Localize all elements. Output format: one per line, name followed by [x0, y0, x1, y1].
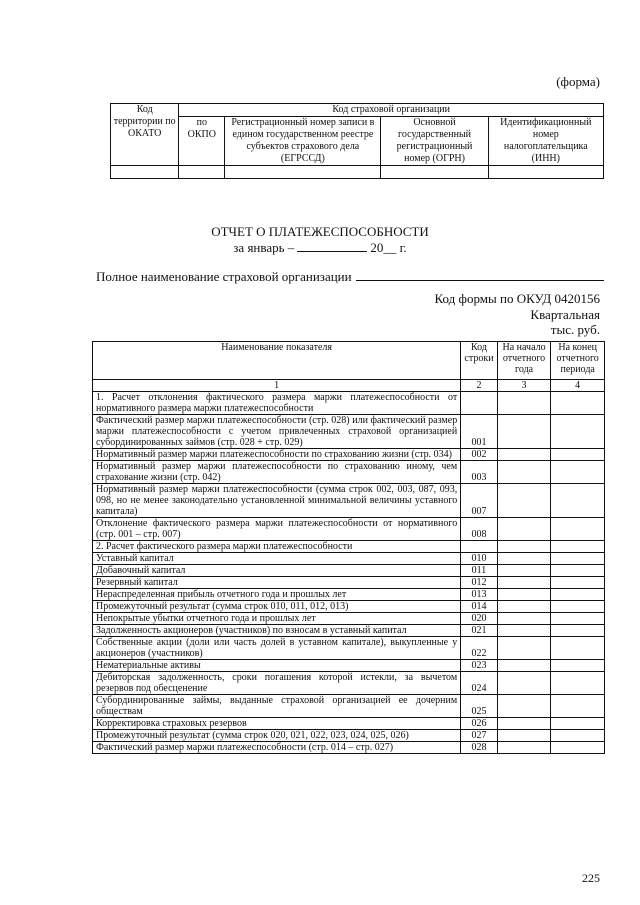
col-number: 3 [497, 380, 551, 392]
org-codes-group-header: Код страховой организации [179, 104, 604, 117]
indicator-name: Непокрытые убытки отчетного года и прошлых лет [93, 613, 461, 625]
value-start-of-year[interactable] [497, 672, 551, 695]
okato-header: Код территории по ОКАТО [111, 104, 179, 166]
table-row [93, 730, 605, 742]
value-start-of-year[interactable] [497, 577, 551, 589]
indicator-name: Фактический размер маржи платежеспособности (стр. 028) или фактический размер маржи платежеспособности с учетом привлеченных страховой организацией субординированных займов (стр. 028 + стр. 029) [93, 415, 461, 449]
row-code: 025 [461, 695, 498, 718]
value-end-of-period[interactable] [551, 518, 605, 541]
value-end-of-period[interactable] [551, 449, 605, 461]
indicator-name: Резервный капитал [93, 577, 461, 589]
table-row [93, 449, 605, 461]
indicator-name: Собственные акции (доли или часть долей в уставном капитале), выкупленные у акционеров (участников) [93, 637, 461, 660]
indicator-name: Корректировка страховых резервов [93, 718, 461, 730]
value-end-of-period[interactable] [551, 718, 605, 730]
value-end-of-period[interactable] [551, 484, 605, 518]
period-month-field[interactable] [297, 241, 367, 252]
value-end-of-period[interactable] [551, 601, 605, 613]
okpo-header: по ОКПО [179, 117, 225, 166]
egrssd-header: Регистрационный номер записи в едином государственном реестре субъектов страхового дела (ЕГРССД) [225, 117, 381, 166]
table-row [93, 672, 605, 695]
units: тыс. руб. [550, 322, 600, 337]
value-end-of-period[interactable] [551, 553, 605, 565]
value-start-of-year[interactable] [497, 742, 551, 754]
indicator-name: Промежуточный результат (сумма строк 010, 011, 012, 013) [93, 601, 461, 613]
value-start-of-year[interactable] [497, 625, 551, 637]
value-end-of-period[interactable] [551, 672, 605, 695]
value-start-of-year[interactable] [497, 484, 551, 518]
table-row [93, 461, 605, 484]
table-row [93, 742, 605, 754]
value-end-of-period[interactable] [551, 415, 605, 449]
header-indicator-name: Наименование показателя [93, 342, 461, 380]
section-title: 1. Расчет отклонения фактического размера маржи платежеспособности от нормативного размера маржи платежеспособности [93, 392, 461, 415]
report-title: ОТЧЕТ О ПЛАТЕЖЕСПОСОБНОСТИ [211, 224, 429, 239]
table-row [93, 637, 605, 660]
value-end-of-period[interactable] [551, 461, 605, 484]
okpo-cell[interactable] [179, 166, 225, 179]
table-row [93, 577, 605, 589]
row-code: 028 [461, 742, 498, 754]
indicator-name: Фактический размер маржи платежеспособности (стр. 014 – стр. 027) [93, 742, 461, 754]
row-code: 001 [461, 415, 498, 449]
table-row [93, 625, 605, 637]
value-start-of-year[interactable] [497, 415, 551, 449]
value-start-of-year[interactable] [497, 565, 551, 577]
header-row-code: Код строки [461, 342, 498, 380]
okud-code: Код формы по ОКУД 0420156 [434, 291, 600, 306]
org-name-field[interactable] [356, 268, 604, 281]
form-label: (форма) [556, 74, 600, 89]
value-start-of-year[interactable] [497, 461, 551, 484]
row-code: 026 [461, 718, 498, 730]
period-suffix: 20__ г. [370, 240, 407, 255]
value-start-of-year[interactable] [497, 449, 551, 461]
indicator-name: Нормативный размер маржи платежеспособности по страхованию жизни (стр. 034) [93, 449, 461, 461]
table-row [93, 660, 605, 672]
value-start-of-year[interactable] [497, 660, 551, 672]
inn-cell[interactable] [488, 166, 603, 179]
table-row [93, 518, 605, 541]
table-row [93, 718, 605, 730]
value-start-of-year[interactable] [497, 637, 551, 660]
value-end-of-period[interactable] [551, 589, 605, 601]
indicator-name: Отклонение фактического размера маржи платежеспособности от нормативного (стр. 001 – стр. 007) [93, 518, 461, 541]
table-row [93, 415, 605, 449]
table-row [93, 613, 605, 625]
table-row [93, 553, 605, 565]
row-code: 024 [461, 672, 498, 695]
value-start-of-year[interactable] [497, 718, 551, 730]
row-code: 011 [461, 565, 498, 577]
value-start-of-year[interactable] [497, 589, 551, 601]
row-code: 010 [461, 553, 498, 565]
indicator-name: Добавочный капитал [93, 565, 461, 577]
value-start-of-year[interactable] [497, 601, 551, 613]
row-code: 022 [461, 637, 498, 660]
value-start-of-year[interactable] [497, 553, 551, 565]
row-code: 012 [461, 577, 498, 589]
row-code: 003 [461, 461, 498, 484]
table-row [93, 565, 605, 577]
value-start-of-year[interactable] [497, 730, 551, 742]
value-end-of-period[interactable] [551, 625, 605, 637]
row-code: 007 [461, 484, 498, 518]
value-end-of-period[interactable] [551, 695, 605, 718]
col-number: 1 [93, 380, 461, 392]
row-code: 023 [461, 660, 498, 672]
value-end-of-period[interactable] [551, 577, 605, 589]
org-name-label: Полное наименование страховой организации [96, 269, 352, 284]
table-row [93, 484, 605, 518]
value-end-of-period[interactable] [551, 637, 605, 660]
table-row [93, 601, 605, 613]
okato-cell[interactable] [111, 166, 179, 179]
table-row [93, 695, 605, 718]
row-code: 014 [461, 601, 498, 613]
indicator-name: Промежуточный результат (сумма строк 020, 021, 022, 023, 024, 025, 026) [93, 730, 461, 742]
value-end-of-period[interactable] [551, 565, 605, 577]
section-1 [93, 392, 605, 541]
section-title: 2. Расчет фактического размера маржи платежеспособности [93, 541, 461, 553]
organization-codes-table [110, 103, 604, 179]
indicator-name: Нормативный размер маржи платежеспособности (сумма строк 002, 003, 087, 093, 098, но не менее законодательно установленной минимальной величины уставного капитала) [93, 484, 461, 518]
value-end-of-period[interactable] [551, 613, 605, 625]
section-2 [93, 541, 605, 754]
indicator-name: Уставный капитал [93, 553, 461, 565]
inn-header: Идентификационный номер налогоплательщика (ИНН) [488, 117, 603, 166]
value-start-of-year[interactable] [497, 695, 551, 718]
value-start-of-year[interactable] [497, 518, 551, 541]
row-code: 027 [461, 730, 498, 742]
indicator-name: Нормативный размер маржи платежеспособности по страхованию иному, чем страхование жизни (стр. 042) [93, 461, 461, 484]
col-number: 2 [461, 380, 498, 392]
ogrn-header: Основной государственный регистрационный номер (ОГРН) [381, 117, 488, 166]
page-number: 225 [582, 871, 600, 885]
indicator-name: Дебиторская задолженность, сроки погашения которой истекли, за вычетом резервов под обесценение [93, 672, 461, 695]
indicator-name: Задолженность акционеров (участников) по взносам в уставный капитал [93, 625, 461, 637]
value-end-of-period[interactable] [551, 742, 605, 754]
table-row [93, 589, 605, 601]
indicator-name: Нераспределенная прибыль отчетного года и прошлых лет [93, 589, 461, 601]
header-end-of-period: На конец отчетного периода [551, 342, 605, 380]
header-start-of-year: На начало отчетного года [497, 342, 551, 380]
col-number: 4 [551, 380, 605, 392]
egrssd-cell[interactable] [225, 166, 381, 179]
periodicity: Квартальная [530, 307, 600, 322]
indicator-name: Нематериальные активы [93, 660, 461, 672]
value-start-of-year[interactable] [497, 613, 551, 625]
report-period [0, 240, 640, 256]
period-prefix: за январь – [233, 240, 295, 255]
solvency-table [92, 341, 605, 754]
value-end-of-period[interactable] [551, 730, 605, 742]
org-name-row [96, 268, 604, 285]
row-code: 008 [461, 518, 498, 541]
row-code: 002 [461, 449, 498, 461]
row-code: 020 [461, 613, 498, 625]
ogrn-cell[interactable] [381, 166, 488, 179]
value-end-of-period[interactable] [551, 660, 605, 672]
row-code: 013 [461, 589, 498, 601]
indicator-name: Субординированные займы, выданные страховой организацией ее дочерним обществам [93, 695, 461, 718]
row-code: 021 [461, 625, 498, 637]
